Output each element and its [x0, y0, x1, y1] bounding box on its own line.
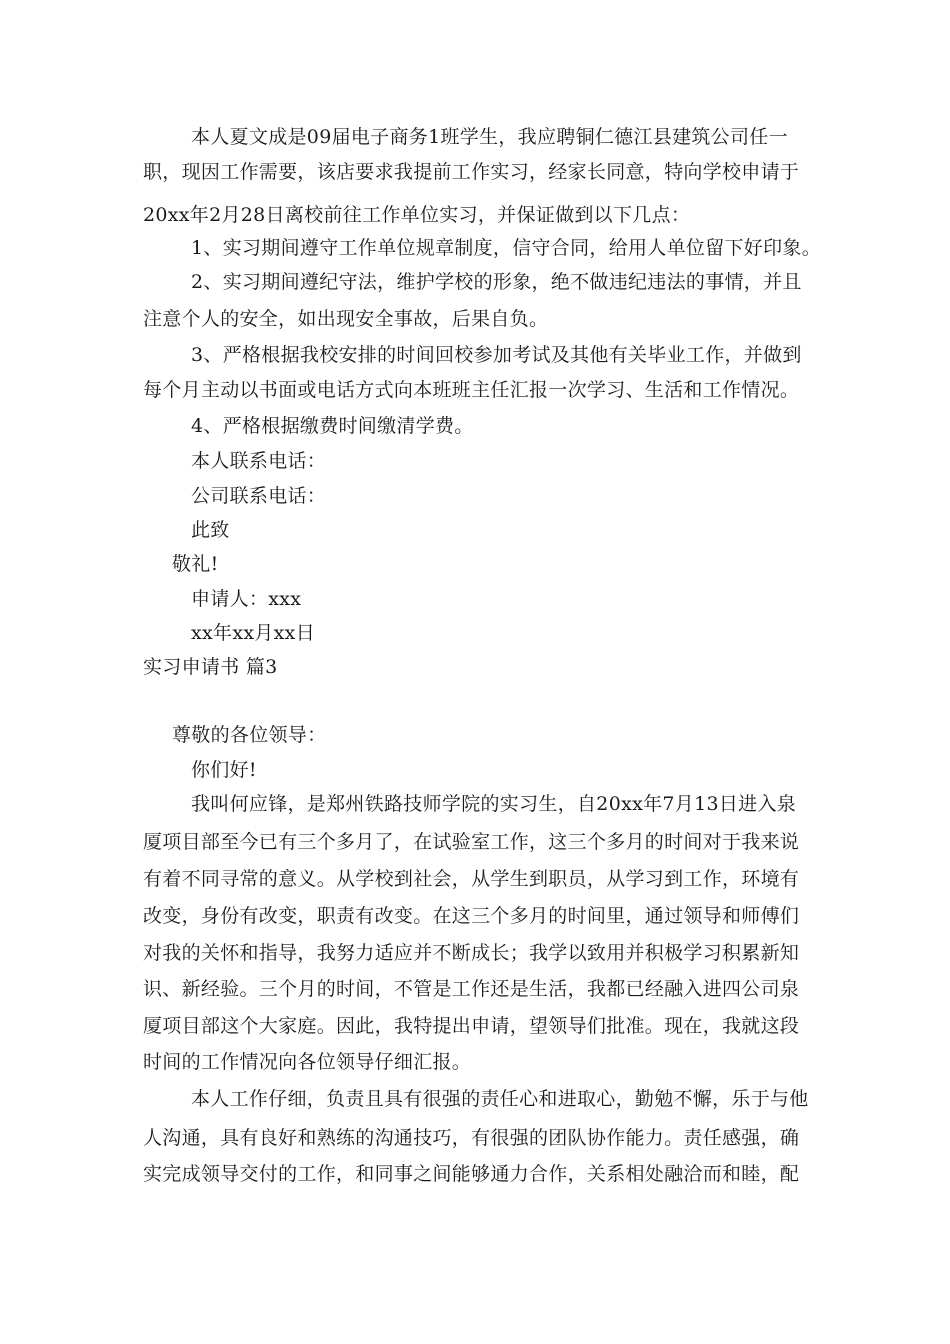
personal-phone-label: 本人联系电话： — [191, 450, 327, 472]
item-1-line-1: 1、实习期间遵守工作单位规章制度，信守合同，给用人单位留下好印象。 — [191, 237, 821, 259]
item-2-line-2: 注意个人的安全，如出现安全事故，后果自负。 — [143, 308, 549, 330]
section-heading: 实习申请书 篇3 — [143, 656, 278, 678]
greeting: 你们好! — [191, 759, 257, 781]
paragraph-3-line-1: 本人工作仔细，负责且具有很强的责任心和进取心，勤勉不懈，乐于与他 — [191, 1088, 809, 1110]
paragraph-1-line-2: 职，现因工作需要，该店要求我提前工作实习，经家长同意，特向学校申请于 — [143, 161, 800, 183]
application-date: xx年xx月xx日 — [191, 622, 315, 644]
item-3-line-1: 3、严格根据我校安排的时间回校参加考试及其他有关毕业工作，并做到 — [191, 344, 802, 366]
closing-line-2: 敬礼! — [172, 553, 219, 575]
paragraph-2-line-8: 时间的工作情况向各位领导仔细汇报。 — [143, 1051, 472, 1073]
closing-line-1: 此致 — [191, 519, 230, 541]
paragraph-1-line-3: 20xx年2月28日离校前往工作单位实习，并保证做到以下几点： — [143, 204, 691, 226]
paragraph-2-line-2: 厦项目部至今已有三个多月了，在试验室工作，这三个多月的时间对于我来说 — [143, 831, 800, 853]
paragraph-2-line-7: 厦项目部这个大家庭。因此，我特提出申请，望领导们批准。现在，我就这段 — [143, 1015, 800, 1037]
company-phone-label: 公司联系电话： — [191, 485, 327, 507]
paragraph-2-line-1: 我叫何应锋，是郑州铁路技师学院的实习生，自20xx年7月13日进入泉 — [191, 793, 797, 815]
paragraph-2-line-5: 对我的关怀和指导，我努力适应并不断成长；我学以致用并积极学习积累新知 — [143, 942, 800, 964]
applicant-signature: 申请人：xxx — [191, 588, 302, 610]
paragraph-2-line-3: 有着不同寻常的意义。从学校到社会，从学生到职员，从学习到工作，环境有 — [143, 868, 800, 890]
paragraph-3-line-3: 实完成领导交付的工作，和同事之间能够通力合作，关系相处融洽而和睦，配 — [143, 1163, 800, 1185]
salutation: 尊敬的各位领导： — [172, 724, 327, 746]
paragraph-2-line-4: 改变，身份有改变，职责有改变。在这三个多月的时间里，通过领导和师傅们 — [143, 905, 800, 927]
item-3-line-2: 每个月主动以书面或电话方式向本班班主任汇报一次学习、生活和工作情况。 — [143, 379, 800, 401]
paragraph-2-line-6: 识、新经验。三个月的时间，不管是工作还是生活，我都已经融入进四公司泉 — [143, 978, 800, 1000]
paragraph-1-line-1: 本人夏文成是09届电子商务1班学生，我应聘铜仁德江县建筑公司任一 — [191, 126, 788, 148]
paragraph-3-line-2: 人沟通，具有良好和熟练的沟通技巧，有很强的团队协作能力。责任感强，确 — [143, 1127, 800, 1149]
item-2-line-1: 2、实习期间遵纪守法，维护学校的形象，绝不做违纪违法的事情，并且 — [191, 271, 802, 293]
item-4-line-1: 4、严格根据缴费时间缴清学费。 — [191, 415, 474, 437]
